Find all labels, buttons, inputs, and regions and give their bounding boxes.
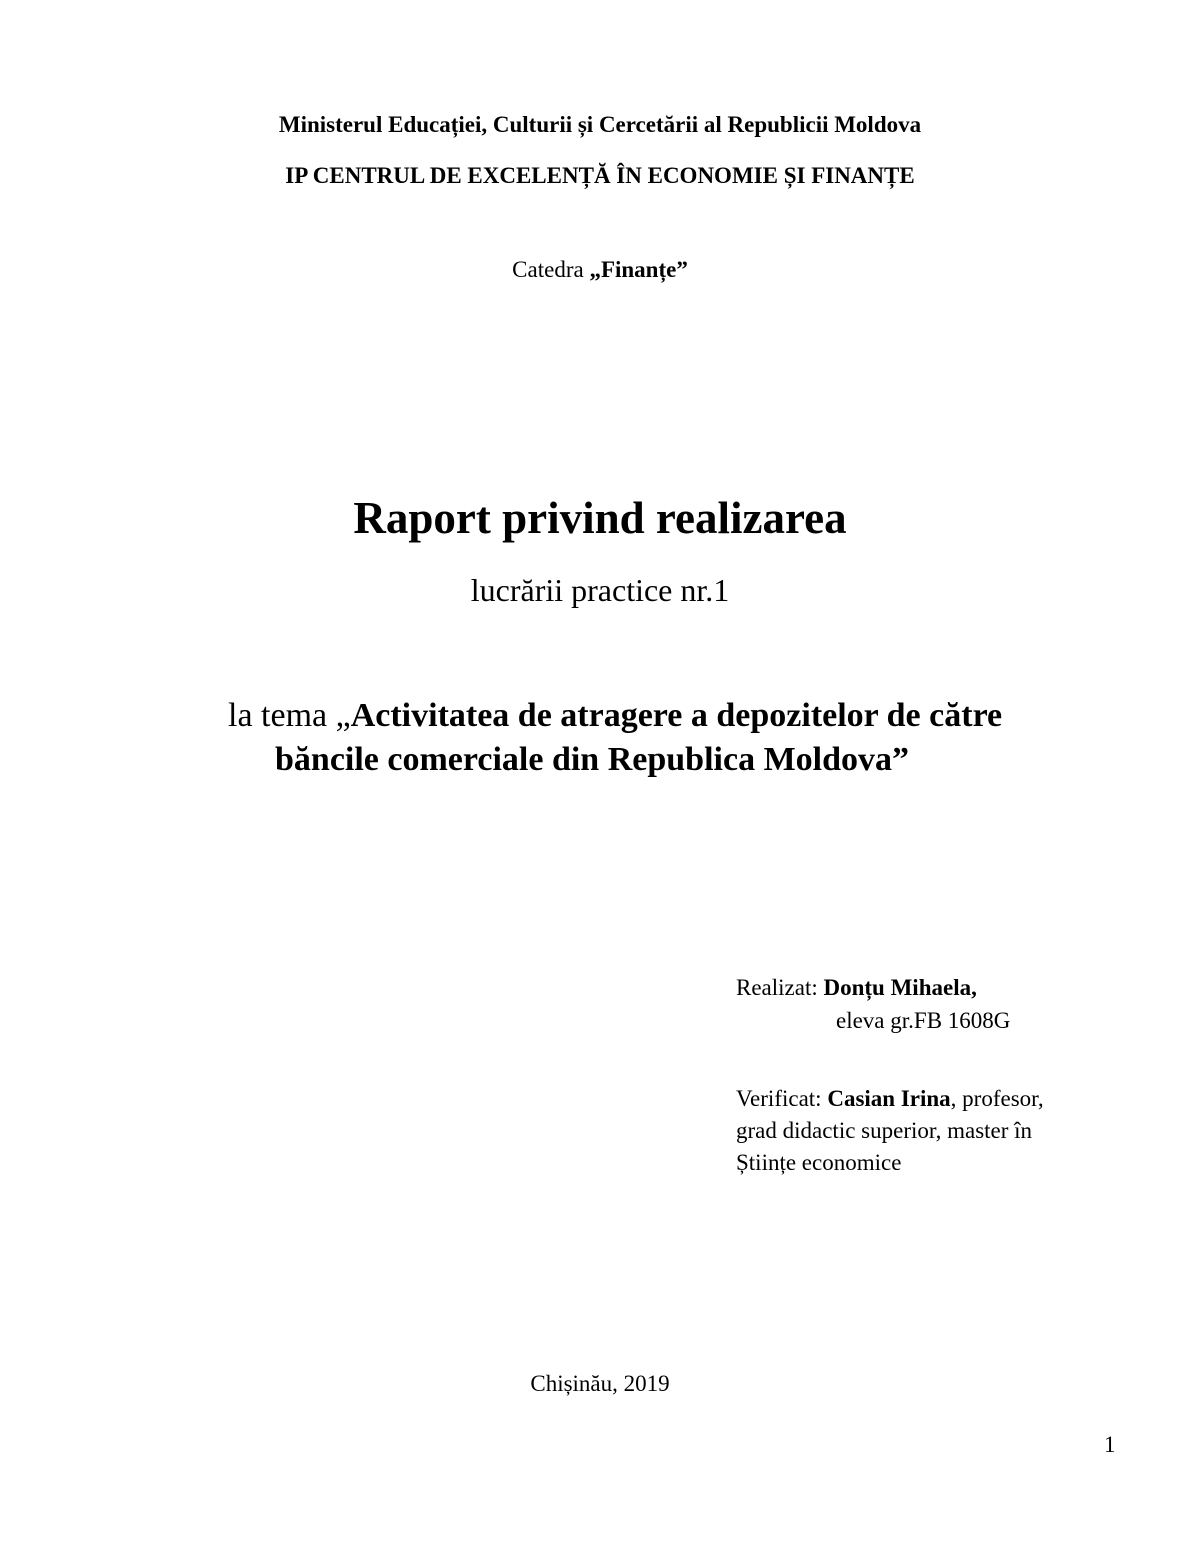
theme-title-part-1: Activitatea de atragere a depozitelor de către [350,697,1003,734]
author-label: Realizat: [736,975,824,1000]
ministry-name: Ministerul Educației, Culturii și Cercetării al Republicii Moldova [278,112,922,137]
verifier-line [736,1086,1044,1112]
theme-title-part-2: băncile comerciale din Republica Moldova” [275,741,910,778]
report-title: Raport privind realizarea [353,493,847,543]
author-name: Donțu Mihaela, [823,975,977,1000]
verifier-field: Științe economice [736,1150,902,1175]
page-number: 1 [1104,1432,1116,1457]
department-line [0,257,1200,283]
theme-line-1 [228,697,1002,735]
city-year: Chișinău, 2019 [530,1371,670,1396]
theme-prefix: la tema „ [228,697,351,734]
verifier-name: Casian Irina [827,1086,951,1111]
report-subtitle: lucrării practice nr.1 [470,572,730,608]
author-line [736,975,977,1001]
department-name: „Finanțe” [589,257,688,282]
verifier-role: , profesor, [950,1086,1044,1111]
verifier-degree: grad didactic superior, master în [736,1118,1033,1143]
department-prefix: Catedra [512,257,590,282]
author-group: eleva gr.FB 1608G [836,1008,1011,1033]
verifier-label: Verificat: [736,1086,828,1111]
institution-name: IP CENTRUL DE EXCELENȚĂ ÎN ECONOMIE ȘI FINANȚE [285,163,915,188]
